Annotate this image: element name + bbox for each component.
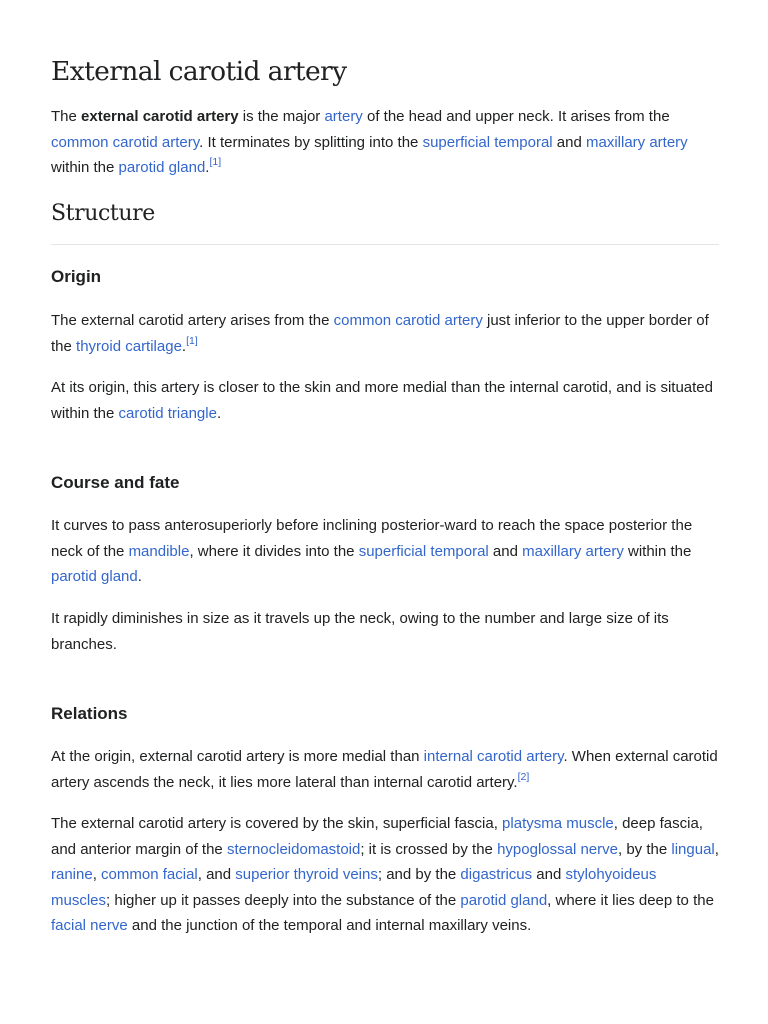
text: , where it lies deep to the [547,891,714,909]
link-common-carotid-artery[interactable]: common carotid artery [333,312,483,329]
text: The external carotid artery arises from the [51,312,334,329]
link-stylohyoideus-muscles[interactable]: stylohyoideus muscles [51,866,657,909]
link-superficial-temporal[interactable]: superficial temporal [422,133,553,151]
text: The [51,108,82,125]
link-facial-nerve[interactable]: facial nerve [51,917,128,935]
text: within the [623,542,692,560]
text: ; and by the [377,866,461,884]
citation-2[interactable]: [2] [517,770,530,783]
link-parotid-gland[interactable]: parotid gland [118,159,206,177]
link-carotid-triangle[interactable]: carotid triangle [118,404,217,422]
link-ranine[interactable]: ranine [51,866,93,884]
link-platysma-muscle[interactable]: platysma muscle [502,815,614,832]
text: The external carotid artery is covered by the skin, superficial fascia, [51,815,503,832]
link-mandible[interactable]: mandible [128,542,190,560]
text: ; higher up it passes deeply into the substance of the [106,891,461,909]
text: . [181,337,187,355]
link-thyroid-cartilage[interactable]: thyroid cartilage [76,337,182,355]
text: . When external carotid artery ascends the neck, it lies more lateral than internal carotid artery. [51,748,718,791]
text: ; it is crossed by the [360,840,498,858]
text: , deep fascia, and anterior margin of the [51,815,703,858]
link-common-carotid-artery[interactable]: common carotid artery [51,133,200,151]
link-parotid-gland[interactable]: parotid gland [460,891,548,909]
citation-1[interactable]: [1] [209,156,222,169]
link-artery[interactable]: artery [324,108,363,125]
text: and [488,542,523,560]
text: and [532,866,566,884]
link-hypoglossal-nerve[interactable]: hypoglossal nerve [497,840,618,858]
course-paragraph-1 [51,513,719,590]
link-internal-carotid-artery[interactable]: internal carotid artery [423,748,564,765]
page-title: External carotid artery [51,56,347,87]
section-heading-structure: Structure [51,201,155,226]
text: It curves to pass anterosuperiorly before inclining posterior-ward to reach the space posterior the neck of the [51,517,693,560]
course-paragraph-2: It rapidly diminishes in size as it travels up the neck, owing to the number and large size of its branches. [51,610,669,653]
link-maxillary-artery[interactable]: maxillary artery [522,542,624,560]
link-sternocleidomastoid[interactable]: sternocleidomastoid [226,840,361,858]
subsection-heading-origin: Origin [51,267,102,286]
link-maxillary-artery[interactable]: maxillary artery [586,133,688,151]
text: , [714,840,719,858]
origin-paragraph-2 [51,375,719,426]
text: of the head and upper neck. It arises from the [362,108,670,125]
text: , and [197,866,236,884]
text: , by the [618,840,672,858]
relations-paragraph-2 [51,811,719,939]
subsection-heading-relations: Relations [51,704,128,723]
text: , [92,866,102,884]
text: . It terminates by splitting into the [199,133,423,151]
text: , where it divides into the [189,542,359,560]
subsection-heading-course-and-fate: Course and fate [51,473,180,492]
text: At its origin, this artery is closer to the skin and more medial than the internal carotid, and is situated within the [51,379,713,422]
text: just inferior to the upper border of the [51,312,709,355]
text: . [205,159,210,177]
citation-1[interactable]: [1] [186,334,198,347]
text: and the junction of the temporal and internal maxillary veins. [127,917,532,935]
section-divider [51,244,719,245]
text: is the major [238,108,325,125]
link-digastricus[interactable]: digastricus [460,866,533,884]
origin-paragraph-1 [51,308,719,359]
link-lingual[interactable]: lingual [671,840,715,858]
text: . [216,404,222,422]
relations-paragraph-1 [51,744,719,795]
link-superficial-temporal[interactable]: superficial temporal [358,542,489,560]
intro-paragraph [51,104,719,181]
link-superior-thyroid-veins[interactable]: superior thyroid veins [235,866,378,884]
text: . [137,568,142,586]
link-parotid-gland[interactable]: parotid gland [51,568,138,586]
text: within the [51,159,119,177]
bold-term: external carotid artery [81,108,239,125]
text: At the origin, external carotid artery is more medial than [51,748,424,765]
text: and [552,133,586,151]
link-common-facial[interactable]: common facial [101,866,198,884]
